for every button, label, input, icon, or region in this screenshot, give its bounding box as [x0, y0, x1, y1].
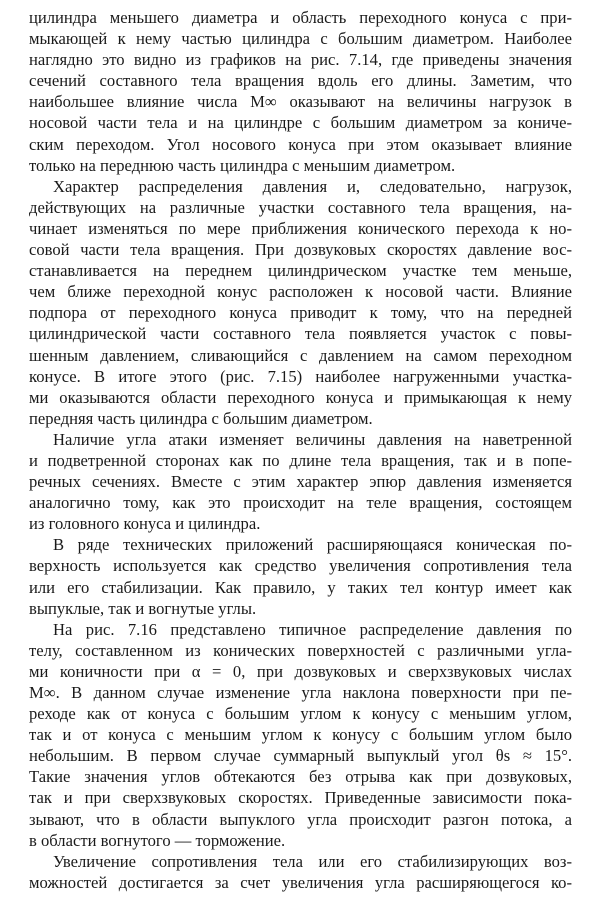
paragraph: [29, 619, 572, 851]
text-line: чинает изменяться по мере приближения конического перехода к но-: [29, 218, 572, 238]
text-line: ским переходом. Угол носового конуса при этом оказывает влияние: [29, 134, 572, 154]
text-line: телу, составленном из конических поверхностей с различными угла-: [29, 640, 572, 660]
text-line: мыкающей к нему частью цилиндра с большим диаметром. Наиболее: [29, 29, 572, 49]
text-line: наглядно это видно из графиков на рис. 7.14, где приведены значения: [29, 50, 572, 70]
text-line: так и от конуса с меньшим углом к конусу с большим углом было: [29, 725, 572, 745]
text-line: В ряде технических приложений расширяющаяся коническая по-: [53, 535, 572, 555]
text-line: шенным давлением, сливающийся с давлением на самом переходном: [29, 345, 572, 365]
text-line: На рис. 7.16 представлено типичное распределение давления по: [53, 619, 572, 639]
text-line: Увеличение сопротивления тела или его стабилизирующих воз-: [53, 851, 572, 871]
text-line: Такие значения углов обтекаются без отрыва как при дозвуковых,: [29, 767, 572, 787]
text-line: совой части тела вращения. При дозвуковых скоростях давление вос-: [29, 240, 572, 260]
text-line: аналогично тому, как это происходит на теле вращения, состоящем: [29, 493, 572, 513]
paragraph: [29, 534, 572, 618]
text-line: конусе. В итоге этого (рис. 7.15) наиболее нагруженными участка-: [29, 366, 572, 386]
text-line: действующих на различные участки составного тела вращения, на-: [29, 197, 572, 217]
text-line: можностей достигается за счет увеличения угла расширяющегося ко-: [29, 872, 572, 892]
text-line: так и при сверхзвуковых скоростях. Приведенные зависимости пока-: [29, 788, 572, 808]
text-line: в области вогнутого — торможение.: [29, 830, 286, 850]
text-line: наибольшее влияние числа M∞ оказывают на величины нагрузок в: [29, 92, 572, 112]
text-line: зывают, что в области выпуклого угла происходит разгон потока, а: [29, 809, 572, 829]
text-line: подпора от переходного конуса приводит к тому, что на передней: [29, 303, 572, 323]
text-line: верхность используется как средство увеличения сопротивления тела: [29, 556, 572, 576]
text-line: выпуклые, так и вогнутые углы.: [29, 598, 257, 618]
text-line: речных сечениях. Вместе с этим характер эпюр давления изменяется: [29, 472, 572, 492]
text-line: цилиндрической части составного тела появляется участок с повы-: [29, 324, 572, 344]
text-line: из головного конуса и цилиндра.: [29, 514, 261, 534]
text-line: небольшим. В первом случае суммарный выпуклый угол θs ≈ 15°.: [29, 746, 572, 766]
text-line: носовой части тела и на цилиндре с большим диаметром за кониче-: [29, 113, 572, 133]
paragraph: [29, 176, 572, 429]
text-line: ми коничности при α = 0, при дозвуковых и сверхзвуковых числах: [29, 661, 572, 681]
document-page: [29, 7, 572, 893]
text-line: реходе как от конуса с большим углом к конусу с меньшим углом,: [29, 704, 572, 724]
text-line: цилиндра меньшего диаметра и область переходного конуса с при-: [29, 8, 572, 27]
text-line: чем ближе переходной конус расположен к носовой части. Влияние: [29, 282, 572, 302]
text-line: только на переднюю часть цилиндра с меньшим диаметром.: [29, 155, 456, 175]
text-line: Наличие угла атаки изменяет величины давления на наветренной: [53, 429, 572, 449]
text-line: сечений составного тела вращения вдоль его длины. Заметим, что: [29, 71, 572, 91]
paragraph: [29, 7, 572, 176]
text-line: ми оказываются области переходного конуса и примыкающая к нему: [29, 387, 572, 407]
paragraph: [29, 851, 572, 893]
text-line: и подветренной сторонах как по длине тела вращения, так и в попе-: [29, 450, 572, 470]
text-line: Характер распределения давления и, следовательно, нагрузок,: [53, 176, 572, 196]
text-line: станавливается на переднем цилиндрическом участке тем меньше,: [29, 261, 572, 281]
text-line: M∞. В данном случае изменение угла наклона поверхности при пе-: [29, 683, 572, 702]
text-line: или его стабилизации. Как правило, у таких тел контур имеет как: [29, 577, 572, 597]
text-line: передняя часть цилиндра с большим диаметром.: [29, 408, 373, 428]
paragraph: [29, 429, 572, 534]
